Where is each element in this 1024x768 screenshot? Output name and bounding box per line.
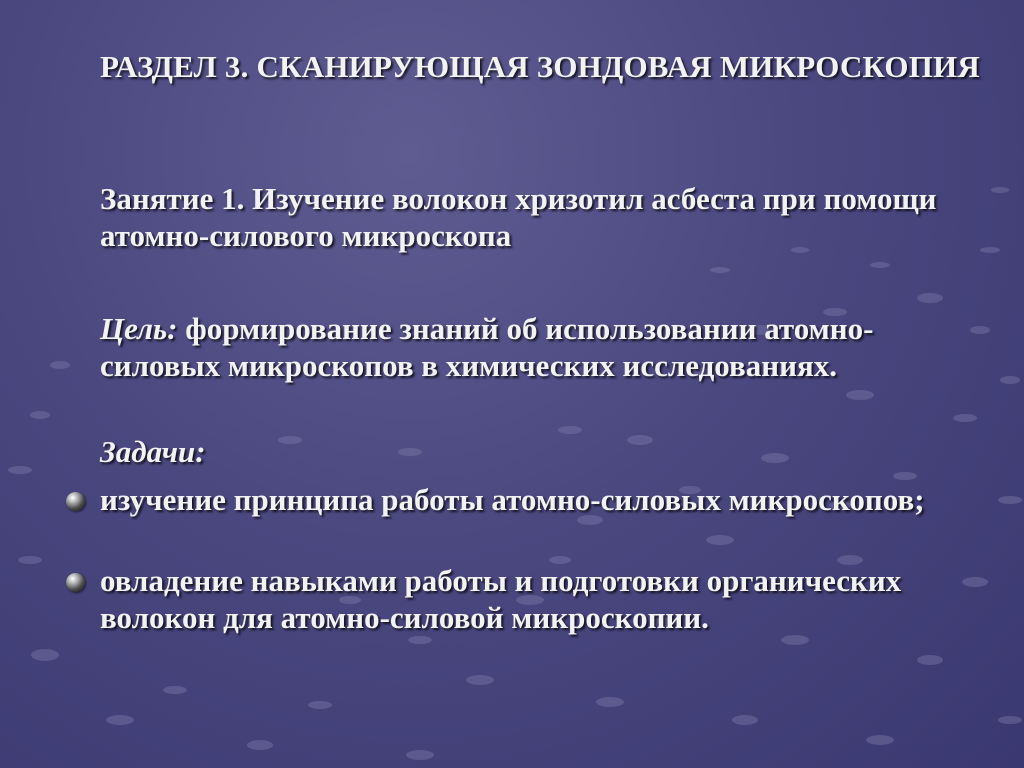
slide-title: РАЗДЕЛ 3. СКАНИРУЮЩАЯ ЗОНДОВАЯ МИКРОСКОПИЯ [100,49,980,84]
sphere-bullet-icon [66,573,85,592]
task-item: изучение принципа работы атомно-силовых микроскопов; [100,482,925,517]
goal-label: Цель: [100,311,178,346]
lesson-title: Занятие 1. Изучение волокон хризотил асбеста при помощи атомно-силового микроскопа [100,181,937,253]
sphere-bullet-icon [66,492,85,511]
task-item: овладение навыками работы и подготовки органических волокон для атомно-силовой микроскопии. [100,563,902,635]
goal-paragraph [100,310,980,384]
tasks-heading: Задачи: [100,434,206,469]
goal-text: формирование знаний об использовании атомно-силовых микроскопов в химических исследованиях. [100,311,874,383]
